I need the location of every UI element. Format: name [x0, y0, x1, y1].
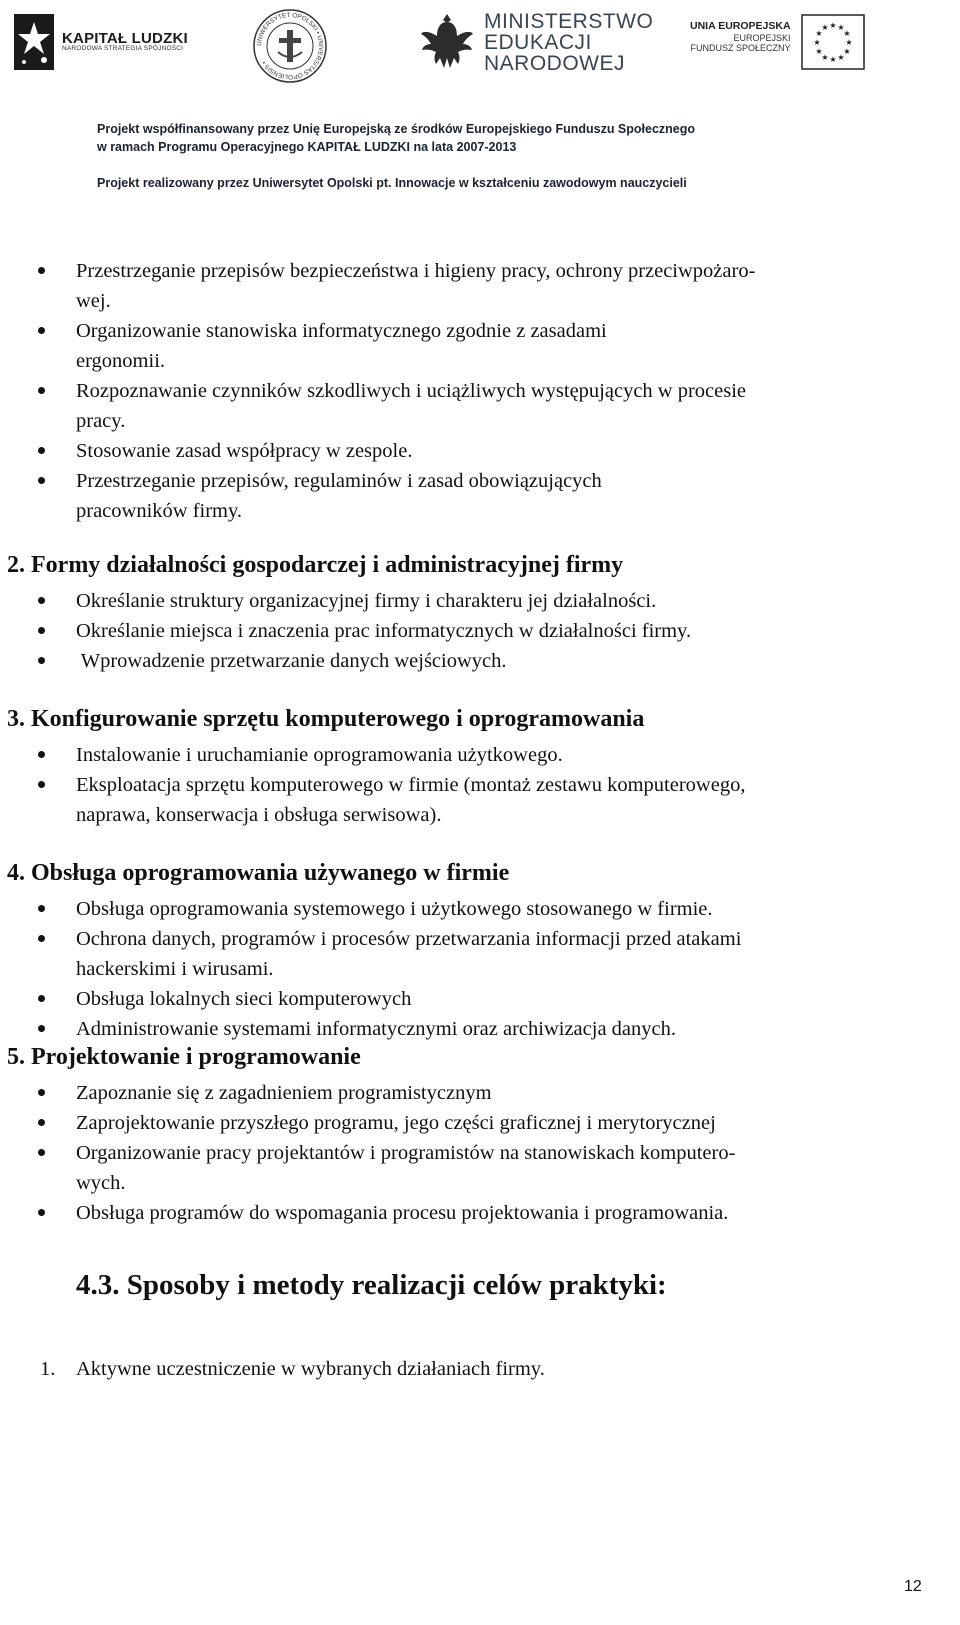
list-item: Eksploatacja sprzętu komputerowego w firmie (montaż zestawu komputerowego, naprawa, konserwacja i obsługa serwisowa).	[36, 770, 916, 830]
intro-list	[36, 256, 916, 526]
ministry-line2: EDUKACJI	[484, 30, 592, 54]
svg-text:★: ★	[844, 38, 853, 47]
section-2-heading: 2. Formy działalności gospodarczej i administracyjnej firmy	[7, 552, 624, 578]
numbered-list	[40, 1358, 545, 1381]
bullet-icon	[38, 447, 45, 454]
bullet-icon	[38, 267, 45, 274]
university-ring-text: UNIWERSYTET OPOLSKI • UNIVERSITAS OPOLIENSIS •	[255, 11, 325, 81]
bullet-icon	[38, 905, 45, 912]
bullet-icon	[38, 1089, 45, 1096]
section-4-list	[36, 894, 916, 1044]
svg-text:★: ★	[836, 53, 845, 62]
section-3-heading: 3. Konfigurowanie sprzętu komputerowego i oprogramowania	[7, 706, 645, 732]
bullet-icon	[38, 935, 45, 942]
kapital-ludzki-title: KAPITAŁ LUDZKI	[62, 29, 188, 47]
list-item: Obsługa lokalnych sieci komputerowych	[36, 984, 916, 1014]
list-item: Zapoznanie się z zagadnieniem programistycznym	[36, 1078, 916, 1108]
bullet-icon	[38, 781, 45, 788]
bullet-icon	[38, 387, 45, 394]
bullet-icon	[38, 751, 45, 758]
list-item: Określanie struktury organizacyjnej firmy i charakteru jej działalności.	[36, 586, 916, 616]
section-3-list	[36, 740, 916, 830]
project-line-3: Projekt realizowany przez Uniwersytet Opolski pt. Innowacje w kształceniu zawodowym nauczycieli	[97, 176, 687, 190]
bullet-icon	[38, 995, 45, 1002]
project-funding-note	[97, 120, 695, 156]
project-line-1: Projekt współfinansowany przez Unię Europejską ze środków Europejskiego Funduszu Społecznego	[97, 122, 696, 136]
svg-text:★: ★	[828, 21, 837, 30]
list-item: Przestrzeganie przepisów, regulaminów i zasad obowiązujących pracowników firmy.	[36, 466, 916, 526]
kapital-ludzki-logo	[14, 14, 188, 70]
ministry-logo	[420, 10, 653, 74]
svg-text:★: ★	[814, 29, 823, 38]
kapital-ludzki-star-icon	[14, 14, 54, 70]
list-item: Instalowanie i uruchamianie oprogramowania użytkowego.	[36, 740, 916, 770]
eu-flag-icon	[801, 14, 865, 70]
svg-text:★: ★	[820, 23, 829, 32]
item-text: Aktywne uczestniczenie w wybranych działaniach firmy.	[76, 1358, 545, 1380]
svg-text:★: ★	[828, 55, 837, 64]
svg-text:★: ★	[814, 47, 823, 56]
bullet-icon	[38, 327, 45, 334]
list-item: Administrowanie systemami informatycznymi oraz archiwizacja danych.	[36, 1014, 916, 1044]
eu-line3: FUNDUSZ SPOŁECZNY	[690, 43, 791, 54]
section-5-list	[36, 1078, 916, 1228]
svg-text:★: ★	[820, 53, 829, 62]
list-item: Obsługa oprogramowania systemowego i użytkowego stosowanego w firmie.	[36, 894, 916, 924]
bullet-icon	[38, 657, 45, 664]
bullet-icon	[38, 1149, 45, 1156]
eu-logo	[690, 14, 865, 70]
list-item: Zaprojektowanie przyszłego programu, jego części graficznej i merytorycznej	[36, 1108, 916, 1138]
ministry-line1: MINISTERSTWO	[484, 9, 654, 33]
eagle-emblem-icon	[420, 10, 474, 74]
list-item: Obsługa programów do wspomagania procesu projektowania i programowania.	[36, 1198, 916, 1228]
list-item: Określanie miejsca i znaczenia prac informatycznych w działalności firmy.	[36, 616, 916, 646]
subsection-heading: 4.3. Sposoby i metody realizacji celów praktyki:	[76, 1269, 667, 1301]
university-seal-icon	[252, 8, 328, 84]
project-line-2: w ramach Programu Operacyjnego KAPITAŁ LUDZKI na lata 2007-2013	[97, 140, 517, 154]
list-item	[40, 1358, 545, 1381]
bullet-icon	[38, 1209, 45, 1216]
list-item: Przestrzeganie przepisów bezpieczeństwa i higieny pracy, ochrony przeciwpożaro- wej.	[36, 256, 916, 316]
item-number: 1.	[40, 1358, 56, 1380]
svg-text:★: ★	[842, 47, 851, 56]
ministry-line3: NARODOWEJ	[484, 51, 625, 75]
bullet-icon	[38, 1119, 45, 1126]
svg-text:★: ★	[842, 29, 851, 38]
list-item: Wprowadzenie przetwarzanie danych wejściowych.	[36, 646, 916, 676]
page-number: 12	[904, 1578, 922, 1595]
header-logos	[0, 0, 960, 190]
bullet-icon	[38, 597, 45, 604]
svg-text:★: ★	[836, 23, 845, 32]
kapital-ludzki-subtitle: NARODOWA STRATEGIA SPÓJNOŚCI	[62, 45, 184, 53]
list-item: Organizowanie stanowiska informatycznego zgodnie z zasadami ergonomii.	[36, 316, 916, 376]
bullet-icon	[38, 477, 45, 484]
list-item: Rozpoznawanie czynników szkodliwych i uciążliwych występujących w procesie pracy.	[36, 376, 916, 436]
eu-line2: EUROPEJSKI	[733, 32, 791, 43]
section-4-heading: 4. Obsługa oprogramowania używanego w firmie	[7, 860, 510, 886]
svg-text:★: ★	[812, 38, 821, 47]
bullet-icon	[38, 1025, 45, 1032]
list-item: Ochrona danych, programów i procesów przetwarzania informacji przed atakami hackerskimi i wirusami.	[36, 924, 916, 984]
eu-line1: UNIA EUROPEJSKA	[690, 20, 791, 32]
section-5-heading: 5. Projektowanie i programowanie	[7, 1044, 361, 1070]
list-item: Stosowanie zasad współpracy w zespole.	[36, 436, 916, 466]
section-2-list	[36, 586, 916, 676]
list-item: Organizowanie pracy projektantów i programistów na stanowiskach komputero- wych.	[36, 1138, 916, 1198]
bullet-icon	[38, 627, 45, 634]
